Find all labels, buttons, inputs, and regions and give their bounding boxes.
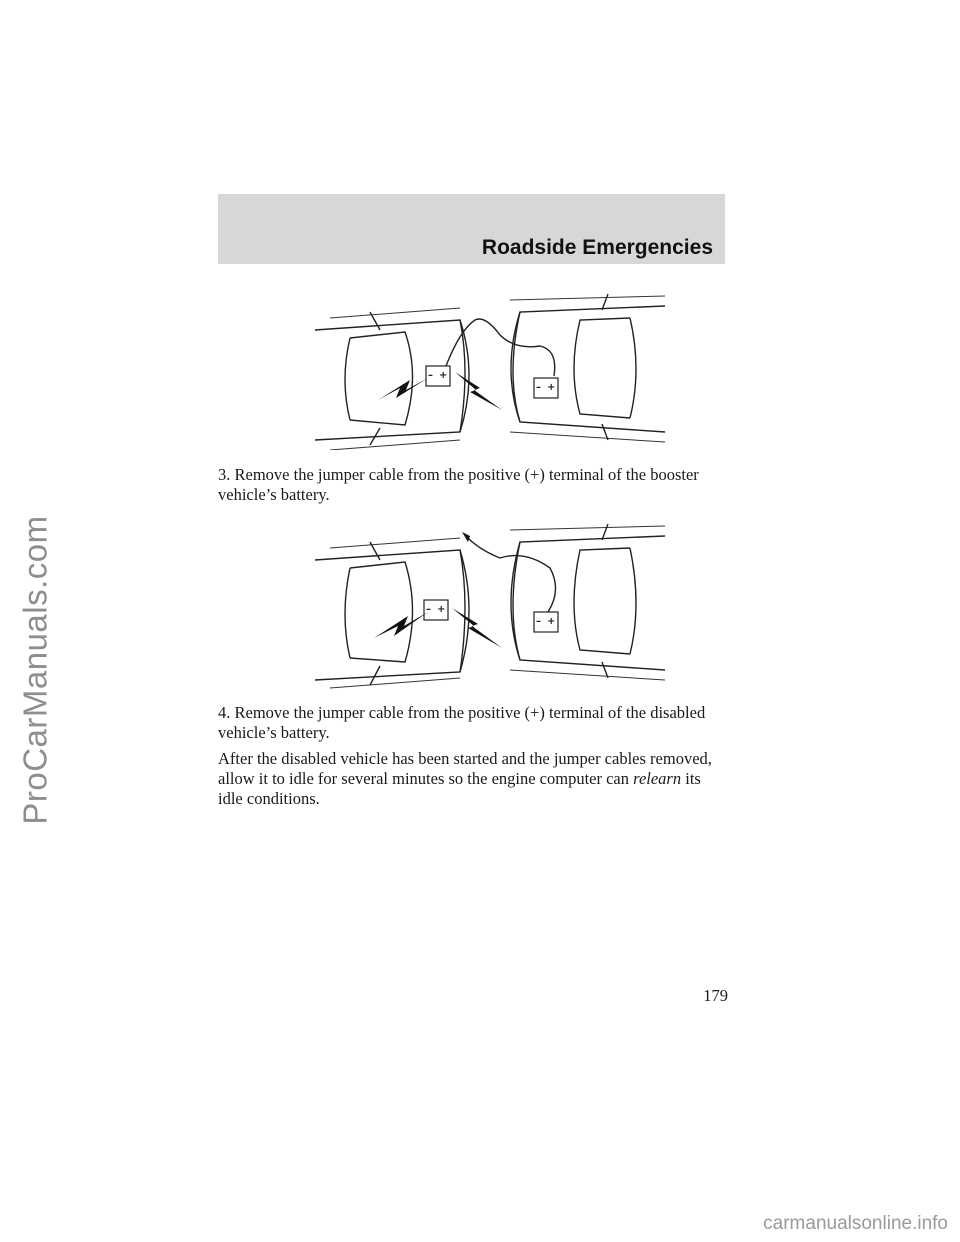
svg-text:–: – [428, 370, 433, 381]
after-start-text: After the disabled vehicle has been started and the jumper cables removed, allow it to idle for several minutes so the engine computer can [218, 749, 712, 788]
footer-watermark: carmanualsonline.info [763, 1213, 948, 1234]
svg-text:+: + [547, 382, 556, 393]
side-watermark [4, 390, 68, 950]
after-start-text-end: its idle conditions. [218, 769, 701, 808]
svg-text:+: + [437, 604, 446, 615]
svg-text:–: – [536, 382, 541, 393]
svg-text:+: + [439, 370, 448, 381]
jumper-diagram-step4 [310, 520, 670, 690]
spark-bolt-right [455, 372, 502, 410]
cable-clamp [462, 532, 470, 542]
section-title: Roadside Emergencies [481, 236, 713, 259]
spark-bolt-left [378, 378, 428, 400]
booster-battery [534, 378, 558, 398]
svg-text:+: + [547, 616, 556, 627]
disabled-battery [424, 600, 448, 620]
booster-battery [534, 612, 558, 632]
svg-text:–: – [426, 604, 431, 615]
step-3-text: 3. Remove the jumper cable from the positive (+) terminal of the booster vehicle’s battery. [218, 465, 699, 504]
relearn-emphasis: relearn [633, 769, 682, 788]
after-start-paragraph [218, 749, 728, 809]
side-watermark-text: ProCarManuals.com [17, 515, 54, 825]
section-header [218, 194, 725, 264]
spark-bolt-right [452, 608, 502, 648]
jumper-diagram-step3 [310, 290, 670, 450]
svg-text:–: – [536, 616, 541, 627]
jumper-cable [468, 538, 556, 612]
spark-bolt-left [374, 612, 428, 638]
disabled-battery [426, 366, 450, 386]
page-number: 179 [703, 986, 728, 1005]
booster-vehicle [510, 294, 665, 442]
booster-vehicle [510, 524, 665, 680]
step-4-text: 4. Remove the jumper cable from the positive (+) terminal of the disabled vehicle’s battery. [218, 703, 706, 742]
